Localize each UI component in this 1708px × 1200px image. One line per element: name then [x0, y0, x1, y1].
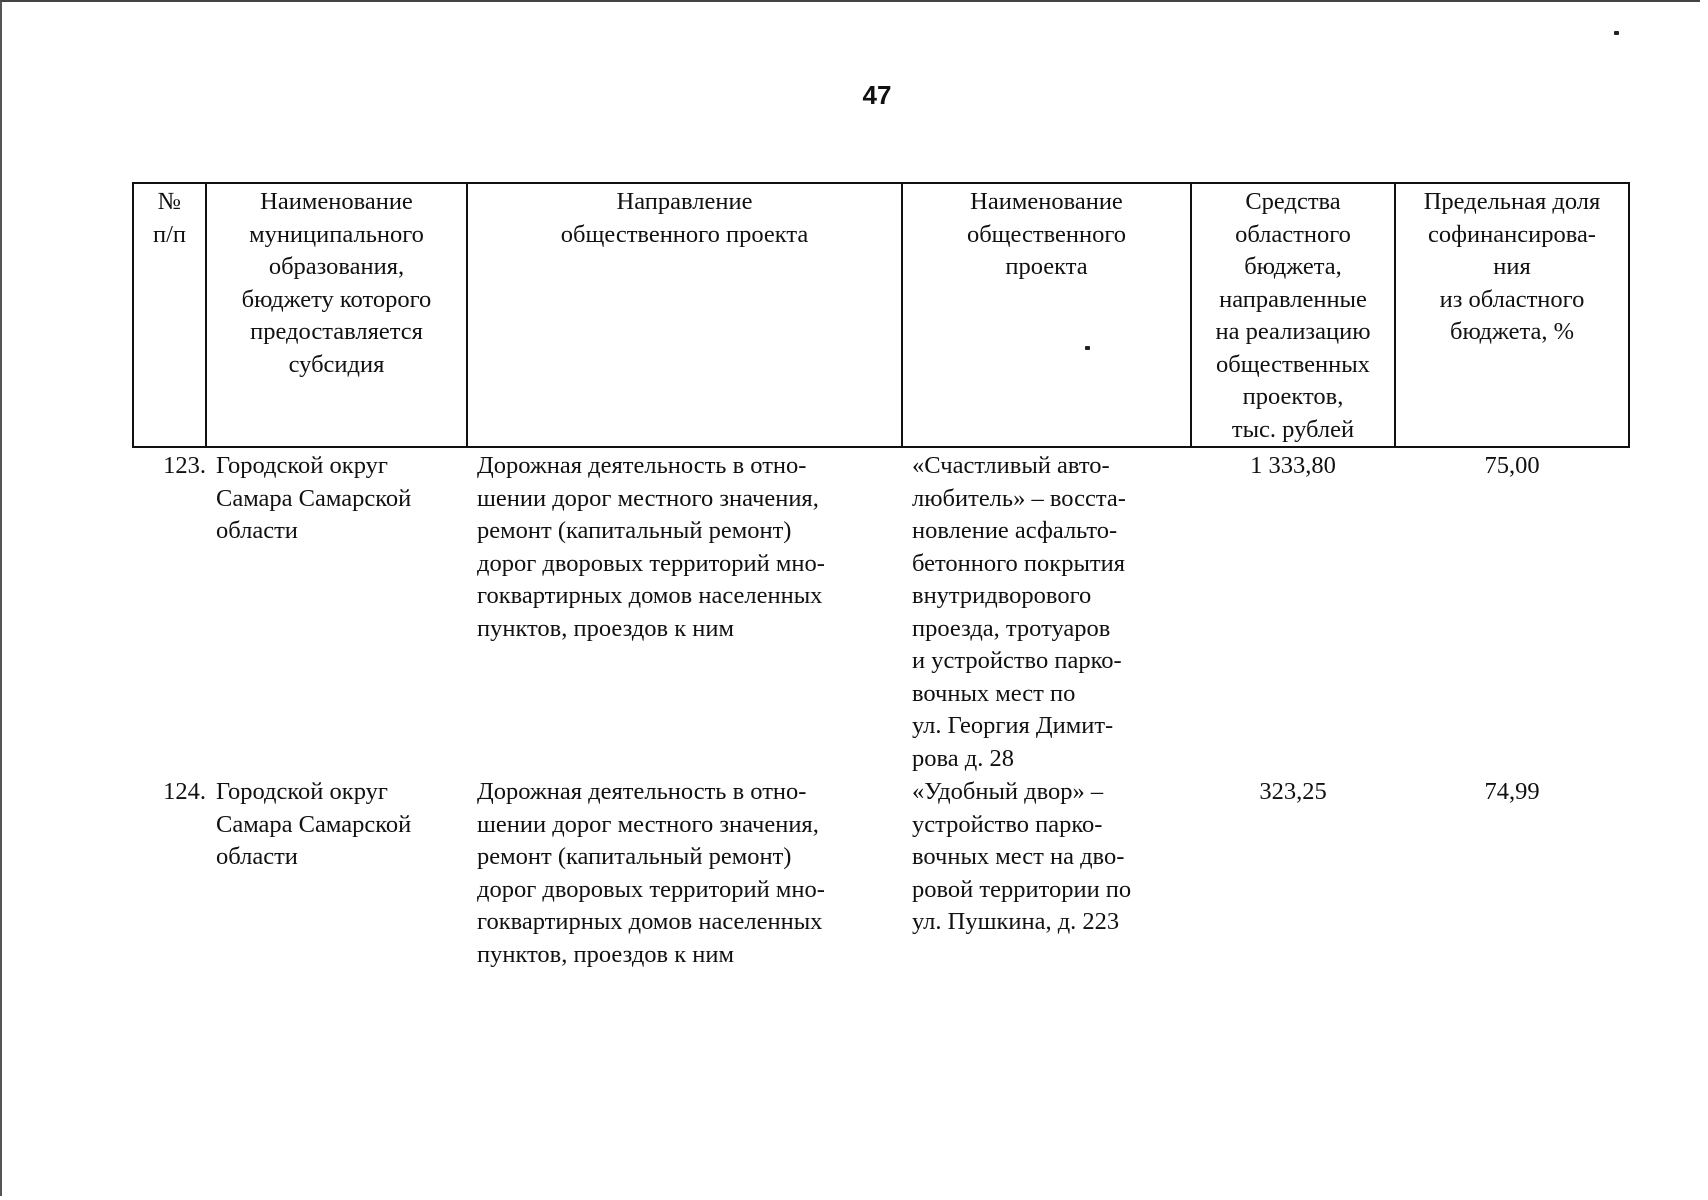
row-direction: Дорожная деятельность в отно- шении дорог местного значения, ремонт (капитальный ремонт) дорог дворовых территорий мно- гоквартирных домов населенных пунктов, проездов к ним	[477, 452, 825, 642]
row-number: 123.	[163, 452, 206, 479]
header-funds: Средства областного бюджета, направленные на реализацию общественных проектов, тыс. рублей	[1191, 183, 1395, 447]
row-project-name: «Счастливый авто- любитель» – восста- новление асфальто- бетонного покрытия внутридворового проезда, тротуаров и устройство парко- вочных мест по ул. Георгия Димит- рова д. 28	[912, 452, 1126, 772]
row-share: 74,99	[1484, 778, 1540, 805]
row-municipality: Городской округ Самара Самарской области	[216, 778, 412, 870]
row-funds: 323,25	[1259, 778, 1327, 805]
header-municipality: Наименование муниципального образования, бюджету которого предоставляется субсидия	[206, 183, 467, 447]
table-row	[133, 776, 1629, 971]
row-share: 75,00	[1484, 452, 1540, 479]
header-share: Предельная доля софинансирова- ния из областного бюджета, %	[1395, 183, 1629, 447]
row-funds: 1 333,80	[1250, 452, 1336, 479]
row-municipality: Городской округ Самара Самарской области	[216, 452, 412, 544]
subsidy-table	[132, 182, 1630, 971]
scan-speck	[1085, 346, 1090, 350]
header-direction: Направление общественного проекта	[467, 183, 902, 447]
header-project-name: Наименование общественного проекта	[902, 183, 1191, 447]
table-row	[133, 447, 1629, 776]
header-number: № п/п	[133, 183, 206, 447]
row-direction: Дорожная деятельность в отно- шении дорог местного значения, ремонт (капитальный ремонт) дорог дворовых территорий мно- гоквартирных домов населенных пунктов, проездов к ним	[477, 778, 825, 968]
row-project-name: «Удобный двор» – устройство парко- вочных мест на дво- ровой территории по ул. Пушкина, д. 223	[912, 778, 1132, 935]
page-number: 47	[862, 80, 892, 110]
table-header-row	[133, 183, 1629, 447]
scan-speck	[1614, 31, 1619, 35]
row-number: 124.	[163, 778, 206, 805]
